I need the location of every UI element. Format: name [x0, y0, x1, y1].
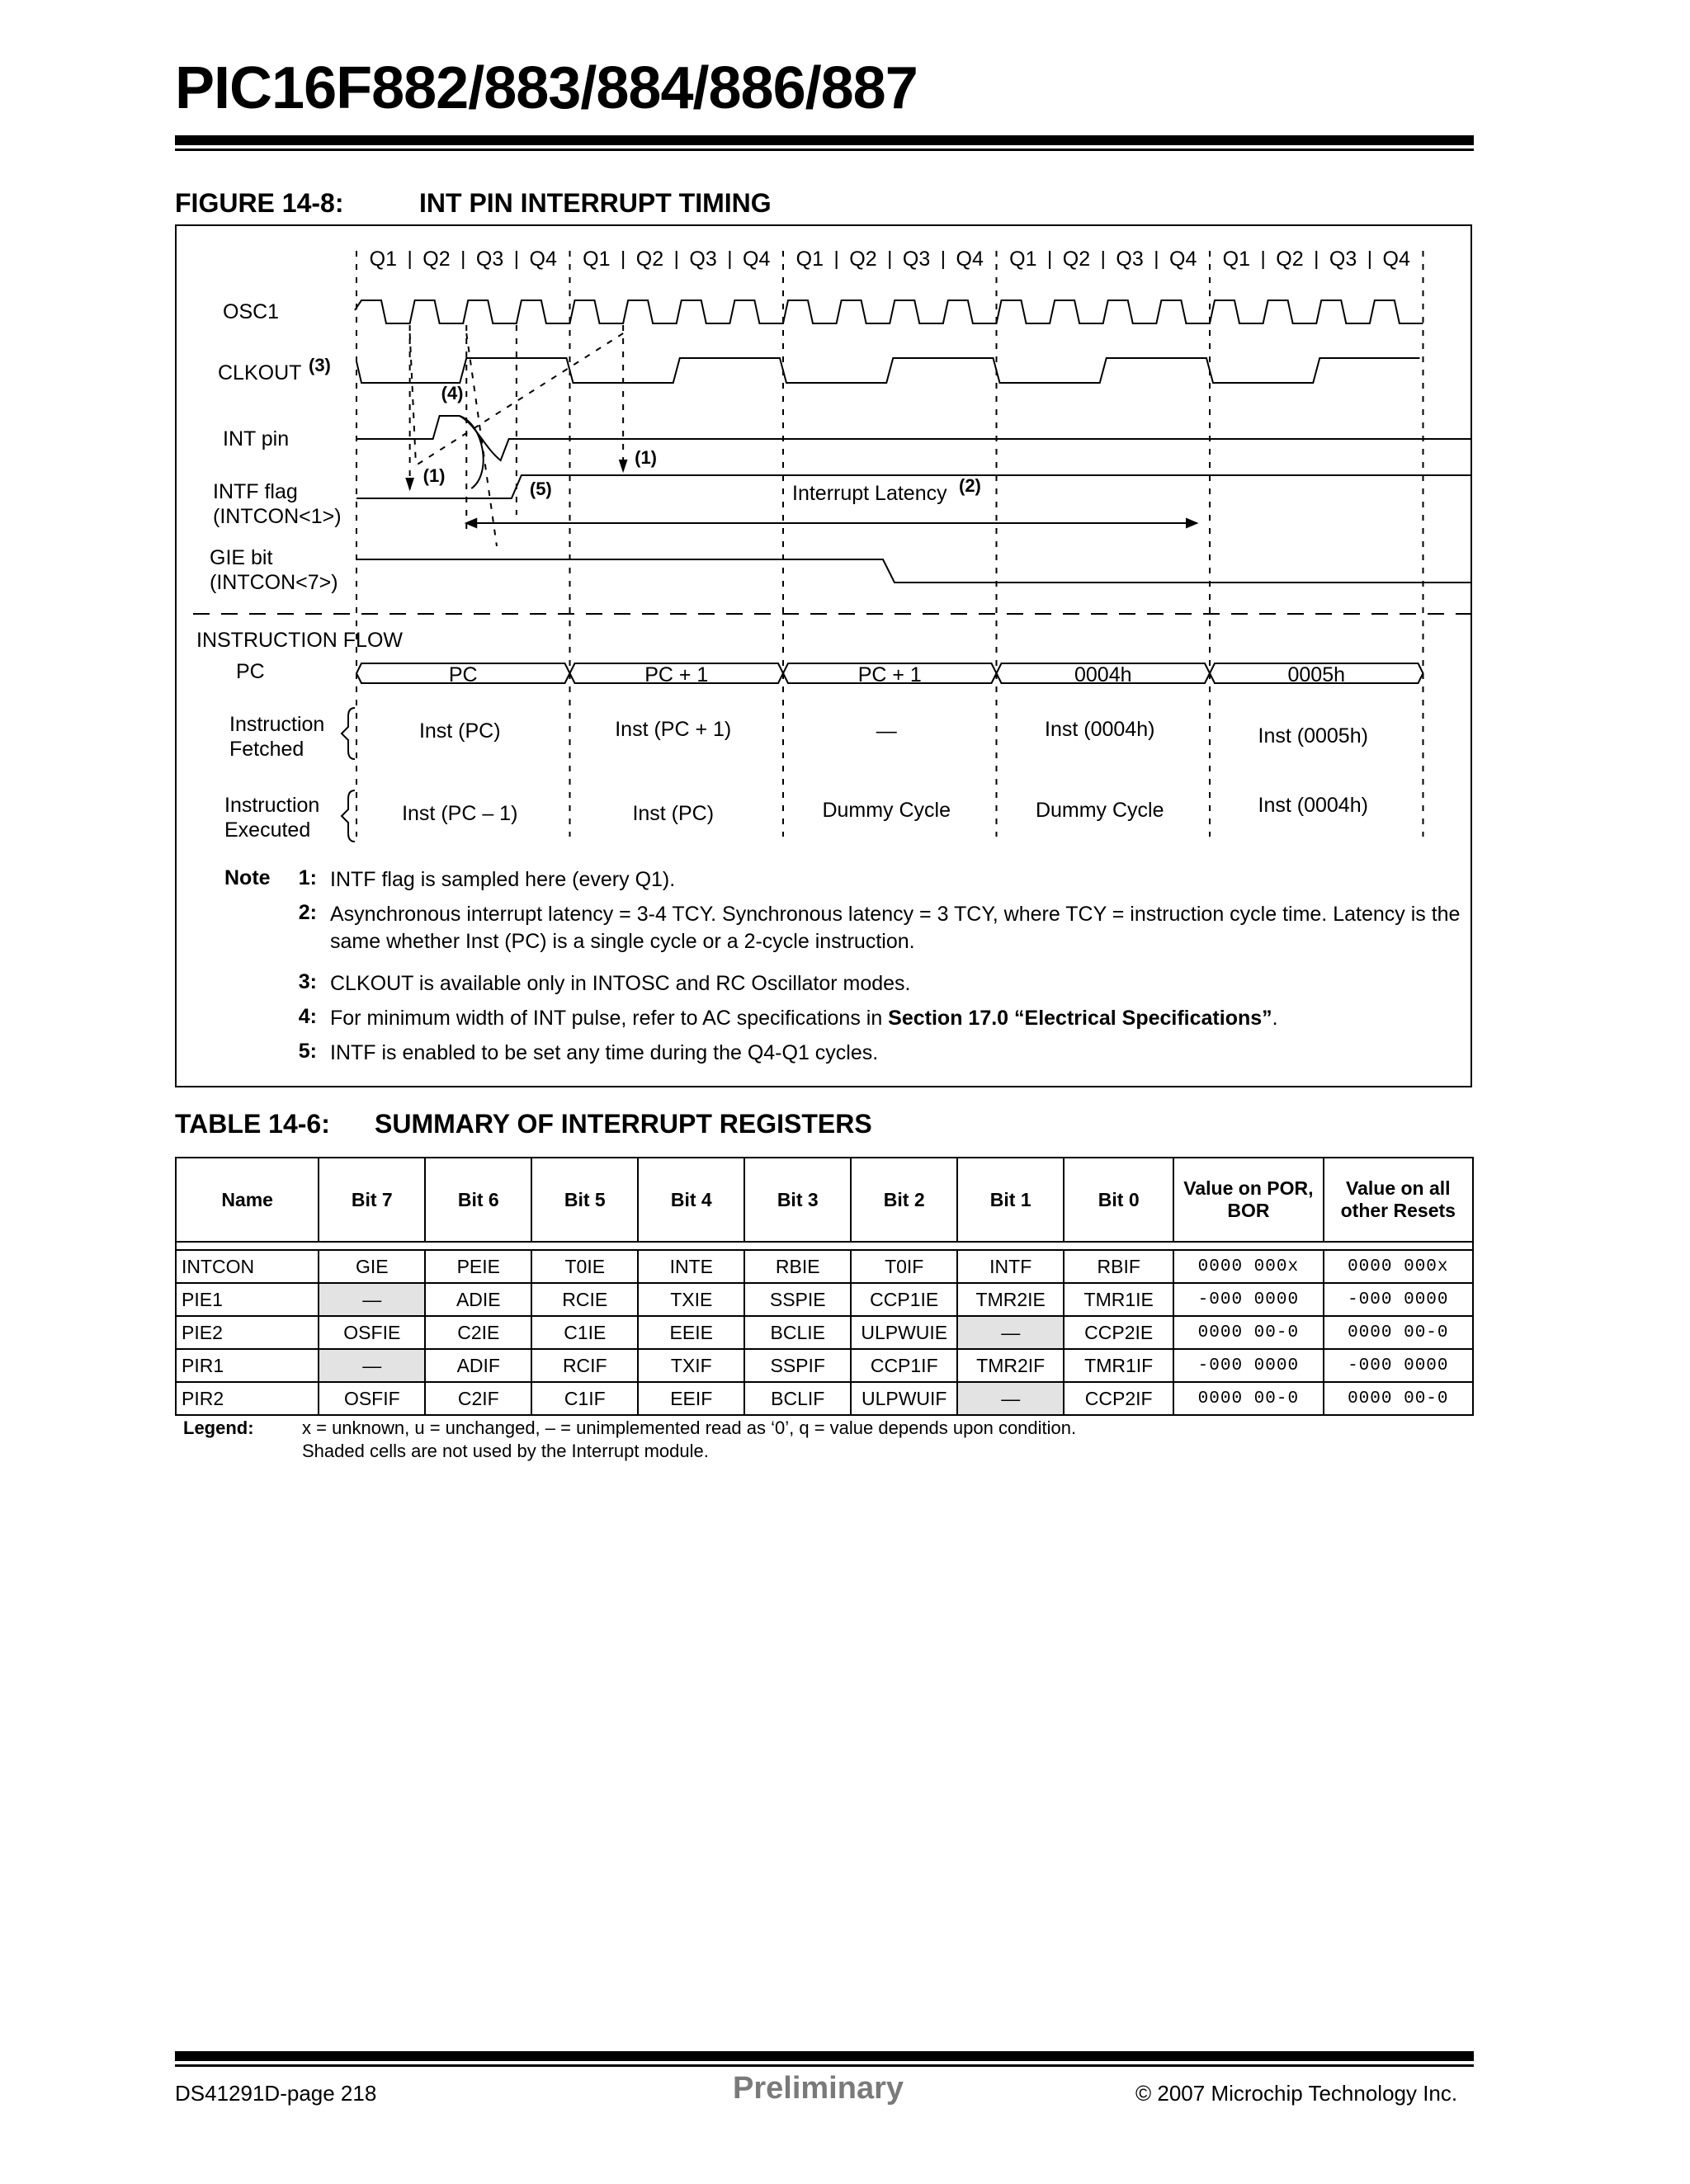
table-row — [176, 1283, 1473, 1316]
q-phase-label: Q1 — [583, 248, 611, 271]
q-phase-label: Q3 — [1116, 248, 1144, 271]
q-phase-label: Q2 — [849, 248, 877, 271]
executed-label: Executed — [224, 818, 311, 842]
pc-value: PC + 1 — [644, 663, 709, 686]
bit-cell: C2IF — [425, 1382, 531, 1415]
bit-cell: RBIF — [1064, 1250, 1173, 1283]
column-header: Bit 6 — [425, 1158, 531, 1242]
bit-cell: INTF — [957, 1250, 1064, 1283]
column-header: Bit 0 — [1064, 1158, 1173, 1242]
intf-note-ref: (5) — [529, 479, 552, 499]
pc-value: 0005h — [1287, 663, 1346, 686]
bit-cell: RCIE — [531, 1283, 638, 1316]
column-header: Value on all other Resets — [1324, 1158, 1473, 1242]
intf-label: INTF flag — [213, 480, 298, 503]
header-rule-thick — [175, 135, 1474, 145]
executed-instruction: Inst (0004h) — [1258, 794, 1368, 817]
q-phase-label: Q1 — [1009, 248, 1037, 271]
fetched-brace — [342, 708, 355, 759]
bit-cell: TMR1IE — [1064, 1283, 1173, 1316]
bit-cell: OSFIE — [319, 1316, 425, 1349]
table-row — [176, 1382, 1473, 1415]
q-phase-label: Q2 — [1276, 248, 1304, 271]
bit-cell: — — [957, 1316, 1064, 1349]
bit-cell: TMR2IE — [957, 1283, 1064, 1316]
q-phase-label: Q3 — [689, 248, 717, 271]
q-phase-label: Q4 — [529, 248, 557, 271]
figure-title: INT PIN INTERRUPT TIMING — [419, 188, 772, 218]
column-header: Name — [176, 1158, 319, 1242]
reset-value-cell: -000 0000 — [1324, 1283, 1473, 1316]
note-number: 5: — [298, 1040, 317, 1063]
arrow-right-icon — [1187, 519, 1197, 527]
fetched-label: Instruction — [229, 713, 325, 736]
instruction-flow-title: INSTRUCTION FLOW — [196, 629, 403, 652]
reset-value-cell: 0000 00-0 — [1173, 1316, 1323, 1349]
q-phase-label: Q3 — [475, 248, 504, 271]
bit-cell: CCP1IF — [851, 1349, 957, 1382]
copyright: © 2007 Microchip Technology Inc. — [1135, 2081, 1458, 2106]
int-note-ref: (4) — [441, 383, 464, 403]
gie-waveform — [356, 559, 1470, 583]
bit-cell: ADIF — [425, 1349, 531, 1382]
q-phase-label: Q1 — [795, 248, 824, 271]
osc1-waveform — [355, 300, 1423, 323]
bit-cell: EEIF — [638, 1382, 744, 1415]
q-phase-label: Q2 — [635, 248, 664, 271]
header-rule-thin — [175, 149, 1474, 151]
arrow-icon — [407, 479, 413, 488]
gie-register-label: (INTCON<7>) — [210, 571, 338, 594]
column-header: Value on POR, BOR — [1173, 1158, 1323, 1242]
reset-value-cell: -000 0000 — [1324, 1349, 1473, 1382]
q-phase-label: Q2 — [422, 248, 451, 271]
sample-marker — [410, 333, 416, 465]
bit-cell: ULPWUIE — [851, 1316, 957, 1349]
legend-line-2: Shaded cells are not used by the Interrupt module. — [302, 1441, 709, 1461]
register-name-cell: PIE1 — [176, 1283, 319, 1316]
bit-cell: GIE — [319, 1250, 425, 1283]
note-number: 2: — [298, 901, 317, 924]
reset-value-cell: 0000 00-0 — [1324, 1382, 1473, 1415]
executed-instruction: Inst (PC) — [632, 802, 715, 825]
register-name-cell: PIE2 — [176, 1316, 319, 1349]
q-phase-label: Q4 — [1382, 248, 1410, 271]
reset-value-cell: 0000 00-0 — [1173, 1382, 1323, 1415]
header-separator — [176, 1242, 1473, 1250]
timing-diagram — [177, 226, 1470, 1086]
bit-cell: TMR1IF — [1064, 1349, 1173, 1382]
int-pin-label: INT pin — [223, 427, 290, 450]
bit-cell: SSPIF — [744, 1349, 851, 1382]
note-number: 4: — [298, 1005, 317, 1028]
note-text: INTF flag is sampled here (every Q1). — [330, 868, 676, 891]
preliminary-label: Preliminary — [733, 2071, 904, 2106]
table-row — [176, 1250, 1473, 1283]
bit-cell: PEIE — [425, 1250, 531, 1283]
figure-number: FIGURE 14-8: — [175, 188, 344, 218]
bit-cell: — — [957, 1382, 1064, 1415]
note-text: For minimum width of INT pulse, refer to AC specifications in Section 17.0 “Electrical Specifications”. — [330, 1007, 1278, 1030]
clkout-note-ref: (3) — [309, 355, 331, 375]
column-header: Bit 4 — [638, 1158, 744, 1242]
reset-value-cell: -000 0000 — [1173, 1349, 1323, 1382]
page-number: DS41291D-page 218 — [175, 2081, 377, 2106]
arrow-left-icon — [466, 519, 476, 527]
q-phase-label: Q1 — [1222, 248, 1250, 271]
executed-instruction: Dummy Cycle — [1035, 799, 1164, 822]
bit-cell: C1IF — [531, 1382, 638, 1415]
executed-instruction: Dummy Cycle — [822, 799, 951, 822]
executed-brace — [342, 790, 355, 842]
int-pin-waveform — [356, 416, 1470, 460]
pc-value: PC + 1 — [857, 663, 922, 686]
bit-cell: — — [319, 1349, 425, 1382]
fetched-instruction: Inst (0004h) — [1045, 718, 1155, 741]
footer-rule-thin — [175, 2064, 1474, 2067]
reset-value-cell: 0000 000x — [1173, 1250, 1323, 1283]
register-name-cell: INTCON — [176, 1250, 319, 1283]
bit-cell: ADIE — [425, 1283, 531, 1316]
timing-figure — [175, 224, 1472, 1087]
bit-cell: BCLIF — [744, 1382, 851, 1415]
fetched-instruction: — — [876, 719, 897, 743]
register-name-cell: PIR1 — [176, 1349, 319, 1382]
bit-cell: RCIF — [531, 1349, 638, 1382]
fetched-instruction: Inst (0005h) — [1258, 724, 1368, 748]
table-header-row — [176, 1158, 1473, 1242]
bit-cell: BCLIE — [744, 1316, 851, 1349]
bit-cell: CCP2IF — [1064, 1382, 1173, 1415]
legend-line-1: x = unknown, u = unchanged, – = unimplemented read as ‘0’, q = value depends upon condition. — [302, 1417, 1077, 1438]
reset-value-cell: 0000 000x — [1324, 1250, 1473, 1283]
bit-cell: INTE — [638, 1250, 744, 1283]
pc-value: PC — [448, 663, 478, 686]
fetched-instruction: Inst (PC + 1) — [615, 718, 732, 741]
bit-cell: T0IF — [851, 1250, 957, 1283]
bit-cell: RBIE — [744, 1250, 851, 1283]
note-number: 1: — [298, 866, 317, 889]
table-number: TABLE 14-6: — [175, 1109, 330, 1139]
latency-label: Interrupt Latency — [792, 482, 947, 505]
sample-note-ref: (1) — [422, 465, 446, 486]
intf-register-label: (INTCON<1>) — [213, 505, 342, 528]
column-header: Bit 7 — [319, 1158, 425, 1242]
bit-cell: TMR2IF — [957, 1349, 1064, 1382]
page-header-title: PIC16F882/883/884/886/887 — [175, 55, 918, 121]
register-name-cell: PIR2 — [176, 1382, 319, 1415]
legend-label: Legend: — [183, 1417, 254, 1438]
interrupt-registers-table — [175, 1157, 1474, 1416]
column-header: Bit 2 — [851, 1158, 957, 1242]
q-phase-label: Q4 — [956, 248, 984, 271]
column-header: Bit 5 — [531, 1158, 638, 1242]
note-number: 3: — [298, 970, 317, 993]
section-reference: Section 17.0 “Electrical Specifications” — [888, 1007, 1272, 1030]
clkout-label: CLKOUT — [218, 361, 302, 384]
latency-note-ref: (2) — [959, 475, 981, 496]
bit-cell: CCP2IE — [1064, 1316, 1173, 1349]
bit-cell: ULPWUIF — [851, 1382, 957, 1415]
q-phase-label: Q2 — [1062, 248, 1091, 271]
bit-cell: TXIF — [638, 1349, 744, 1382]
fetched-label: Fetched — [229, 738, 304, 761]
note-text: INTF is enabled to be set any time during the Q4-Q1 cycles. — [330, 1041, 879, 1064]
q-phase-label: Q4 — [743, 248, 771, 271]
executed-instruction: Inst (PC – 1) — [402, 802, 518, 825]
table-row — [176, 1316, 1473, 1349]
column-header: Bit 3 — [744, 1158, 851, 1242]
bit-cell: C1IE — [531, 1316, 638, 1349]
osc1-label: OSC1 — [223, 300, 280, 323]
pc-value: 0004h — [1074, 663, 1132, 686]
bit-cell: SSPIE — [744, 1283, 851, 1316]
note-text: Asynchronous interrupt latency = 3-4 TCY. Synchronous latency = 3 TCY, where TCY = instruction cycle time. Latency is the same whether Inst (PC) is a single cycle or a 2-cycle instruction. — [330, 903, 1461, 953]
fetched-instruction: Inst (PC) — [418, 719, 501, 743]
q-phase-label: Q1 — [369, 248, 397, 271]
table-row — [176, 1349, 1473, 1382]
bit-cell: — — [319, 1283, 425, 1316]
sample-note-ref: (1) — [635, 447, 658, 468]
note-heading: Note — [224, 866, 271, 889]
bit-cell: OSFIF — [319, 1382, 425, 1415]
bit-cell: T0IE — [531, 1250, 638, 1283]
column-header: Bit 1 — [957, 1158, 1064, 1242]
arrow-icon — [620, 460, 626, 470]
bit-cell: TXIE — [638, 1283, 744, 1316]
executed-label: Instruction — [224, 794, 320, 817]
reset-value-cell: -000 0000 — [1173, 1283, 1323, 1316]
pc-label: PC — [236, 660, 265, 683]
footer-rule-thick — [175, 2051, 1474, 2061]
note-text: CLKOUT is available only in INTOSC and RC Oscillator modes. — [330, 972, 911, 995]
q-phase-label: Q3 — [902, 248, 931, 271]
reset-value-cell: 0000 00-0 — [1324, 1316, 1473, 1349]
bit-cell: EEIE — [638, 1316, 744, 1349]
q-phase-label: Q4 — [1169, 248, 1197, 271]
table-title: SUMMARY OF INTERRUPT REGISTERS — [375, 1109, 872, 1139]
gie-label: GIE bit — [210, 546, 273, 569]
bit-cell: C2IE — [425, 1316, 531, 1349]
bit-cell: CCP1IE — [851, 1283, 957, 1316]
q-phase-label: Q3 — [1329, 248, 1357, 271]
